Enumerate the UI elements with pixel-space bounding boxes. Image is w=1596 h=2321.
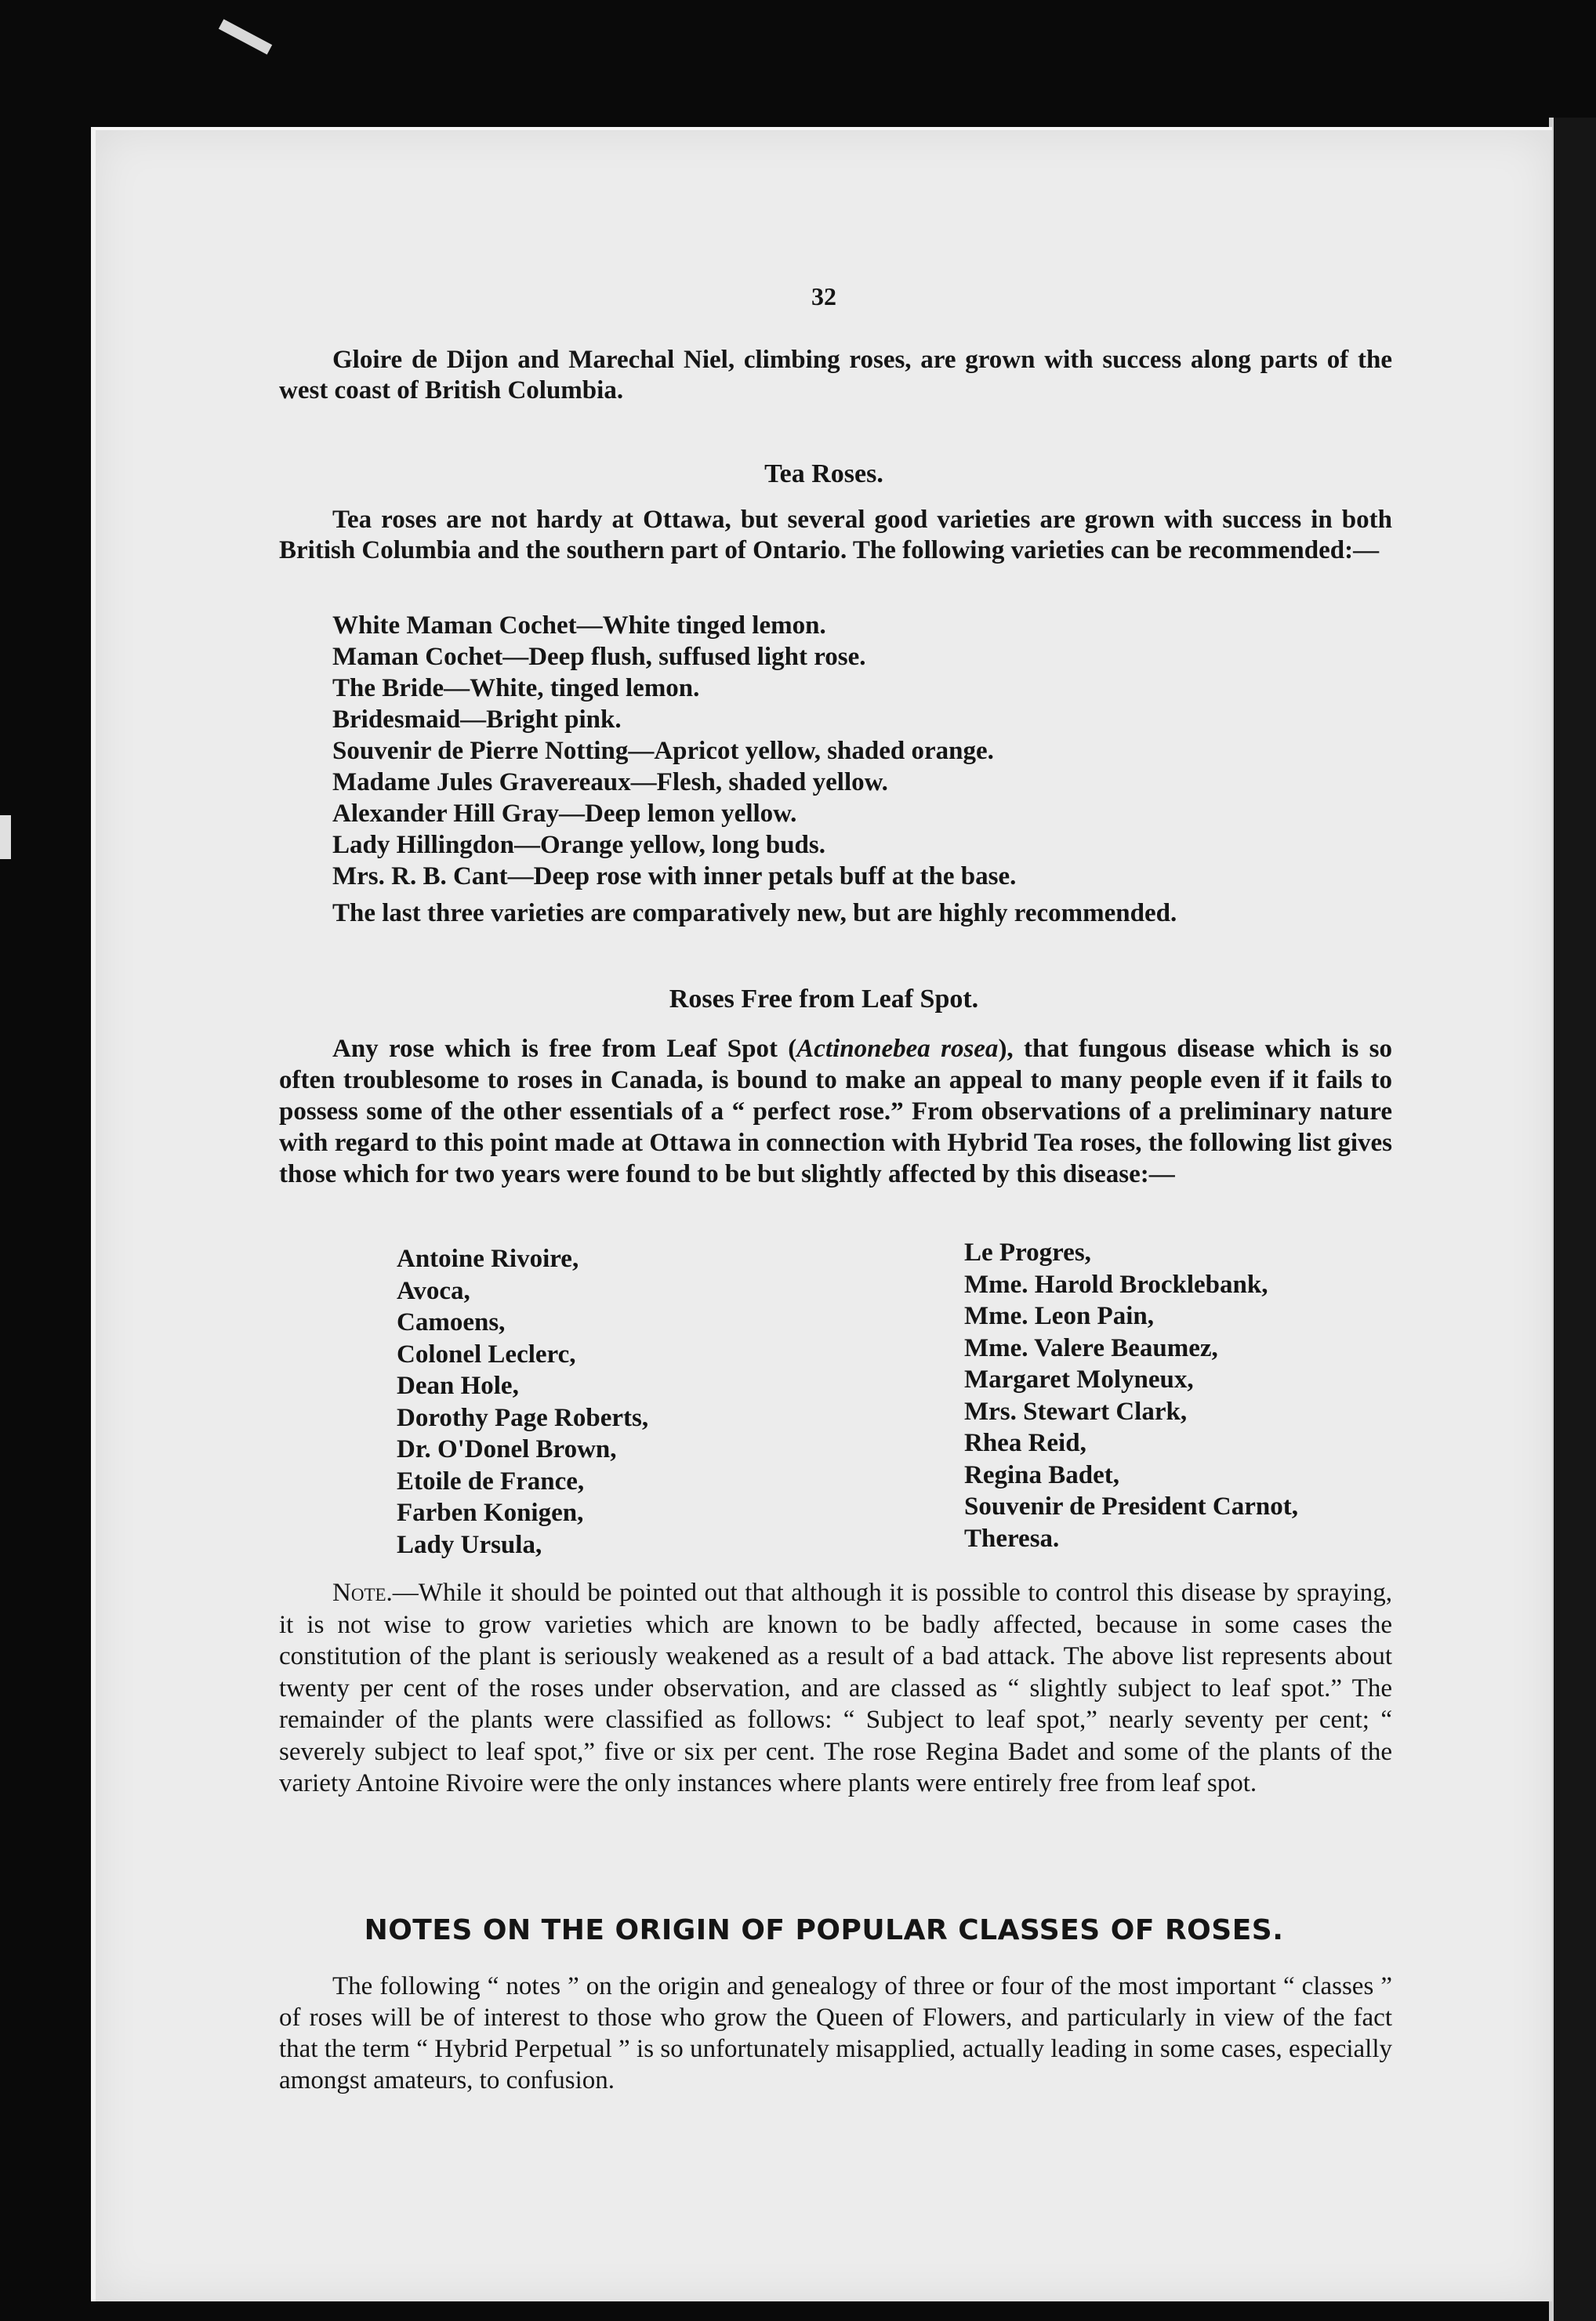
page-number: 32 [811, 282, 836, 310]
leaf-spot-paragraph [279, 1033, 1392, 1190]
rose-item: Dean Hole, [397, 1372, 519, 1400]
leaf-spot-text-after: ), that fungous disease which is so often troublesome to roses in Canada, is bound to make an appeal to many people even if it fails to possess some of the other essentials of a “ perfect rose.” From observations of a preliminary nature with regard to this point made at Ottawa in connection with Hybrid Tea roses, the following list gives those which for two years were found to be but slightly affected by this disease:— [279, 1035, 1392, 1188]
scan-artifact [0, 815, 11, 859]
rose-item: Dorothy Page Roberts, [397, 1403, 649, 1432]
leaf-spot-text-before: Any rose which is free from Leaf Spot ( [332, 1035, 797, 1063]
note-text: —While it should be pointed out that although it is possible to control this disease by spraying, it is not wise to grow varieties which are known to be badly affected, because in some cases the constitution of the plant is seriously weakened as a result of a bad attack. The above list represents about twenty per cent of the roses under observation, and are classed as “ slightly subject to leaf spot.” The remainder of the plants were classified as follows: “ Subject to leaf spot,” nearly seventy per cent; “ severely subject to leaf spot,” five or six per cent. The rose Regina Badet and some of the plants of the variety Antoine Rivoire were the only instances where plants were entirely free from leaf spot. [279, 1579, 1392, 1797]
rose-item: Etoile de France, [397, 1467, 585, 1496]
variety-item: Mrs. R. B. Cant—Deep rose with inner petals buff at the base. [332, 862, 1017, 890]
rose-item: Margaret Molyneux, [964, 1365, 1194, 1394]
tea-rose-variety-list [332, 610, 1016, 892]
tea-roses-closing: The last three varieties are comparatively new, but are highly recommended. [332, 899, 1177, 927]
variety-item: Alexander Hill Gray—Deep lemon yellow. [332, 800, 797, 828]
origin-notes-paragraph: The following “ notes ” on the origin and genealogy of three or four of the most important “ classes ” of roses will be of interest to those who grow the Queen of Flowers, and particularly in view of the fact that the term “ Hybrid Perpetual ” is so unfortunately misapplied, actually leading in some cases, especially amongst amateurs, to confusion. [279, 1972, 1392, 2094]
leaf-spot-heading: Roses Free from Leaf Spot. [669, 985, 979, 1014]
rose-item: Mme. Leon Pain, [964, 1302, 1154, 1330]
intro-paragraph: Gloire de Dijon and Marechal Niel, climbing roses, are grown with success along parts of the west coast of British Columbia. [279, 346, 1392, 404]
rose-item: Mme. Valere Beaumez, [964, 1333, 1218, 1362]
note-paragraph [279, 1577, 1392, 1800]
rose-item: Colonel Leclerc, [397, 1340, 576, 1369]
note-label: Note. [332, 1579, 393, 1607]
rose-item: Mme. Harold Brocklebank, [964, 1270, 1268, 1299]
rose-item: Souvenir de President Carnot, [964, 1492, 1298, 1521]
adjacent-page-edge [1549, 118, 1596, 2321]
variety-item: Souvenir de Pierre Notting—Apricot yellow, shaded orange. [332, 737, 994, 765]
rose-item: Avoca, [397, 1276, 470, 1305]
rose-item: Lady Ursula, [397, 1530, 542, 1559]
variety-item: White Maman Cochet—White tinged lemon. [332, 611, 826, 640]
rose-item: Dr. O'Donel Brown, [397, 1435, 617, 1463]
species-name: Actinonebea rosea [796, 1035, 999, 1063]
variety-item: Maman Cochet—Deep flush, suffused light rose. [332, 643, 866, 671]
rose-item: Theresa. [964, 1524, 1060, 1553]
variety-item: Madame Jules Gravereaux—Flesh, shaded yellow. [332, 768, 888, 796]
rose-item: Regina Badet, [964, 1460, 1119, 1489]
rose-item: Mrs. Stewart Clark, [964, 1397, 1188, 1426]
rose-item: Farben Konigen, [397, 1499, 584, 1527]
tea-roses-heading: Tea Roses. [764, 459, 883, 488]
leaf-spot-list-left [397, 1243, 648, 1561]
variety-item: Bridesmaid—Bright pink. [332, 705, 622, 734]
origin-notes-heading: NOTES ON THE ORIGIN OF POPULAR CLASSES OF ROSES. [364, 1914, 1284, 1946]
tea-roses-paragraph: Tea roses are not hardy at Ottawa, but several good varieties are grown with success in both British Columbia and the southern part of Ontario. The following varieties can be recommended:— [279, 506, 1392, 564]
variety-item: The Bride—White, tinged lemon. [332, 674, 700, 702]
leaf-spot-list-right [964, 1237, 1298, 1554]
rose-item: Rhea Reid, [964, 1429, 1086, 1457]
variety-item: Lady Hillingdon—Orange yellow, long buds. [332, 831, 825, 859]
rose-item: Antoine Rivoire, [397, 1245, 579, 1273]
scan-artifact [219, 19, 272, 54]
rose-item: Le Progres, [964, 1238, 1091, 1267]
document-page [91, 127, 1552, 2301]
rose-item: Camoens, [397, 1308, 506, 1336]
